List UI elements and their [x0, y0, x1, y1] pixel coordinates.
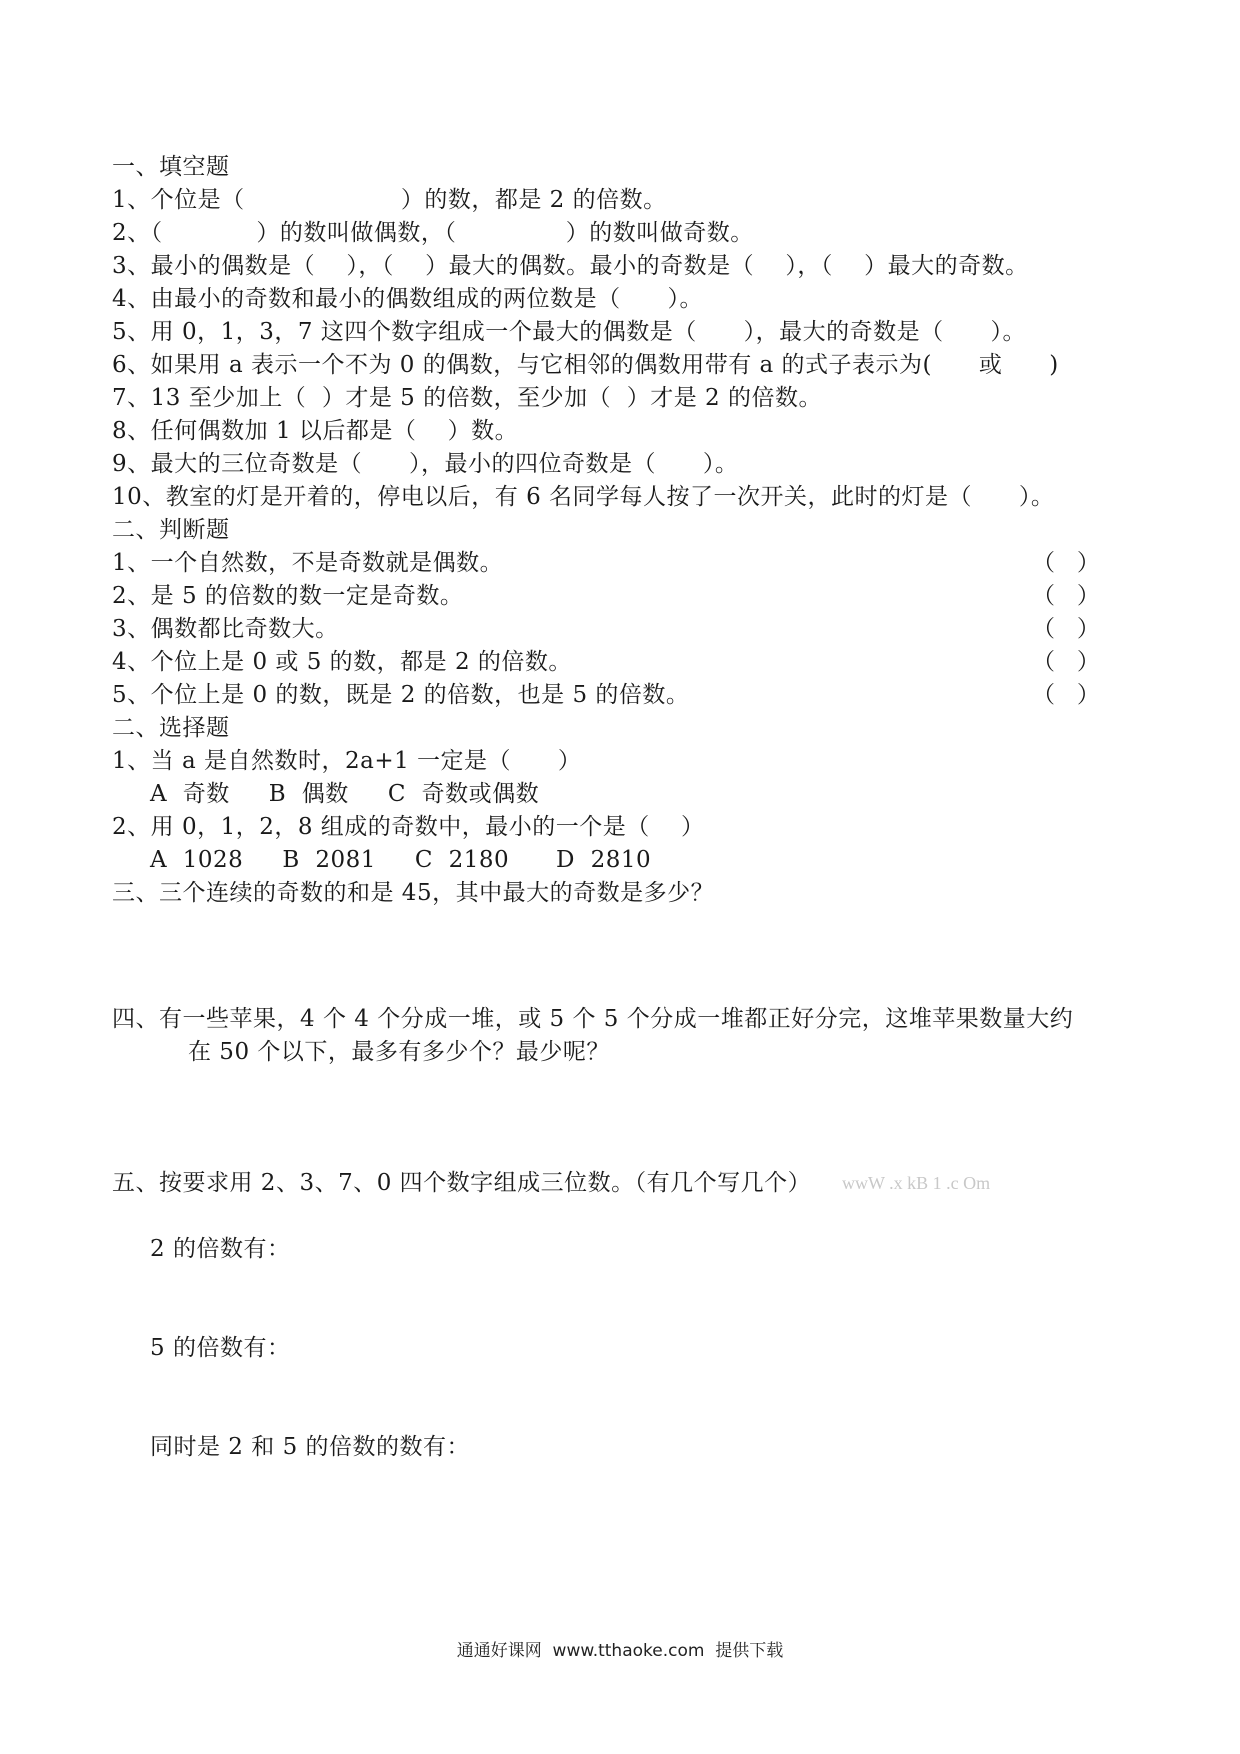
true-false-item-2: 2、是 5 的倍数的数一定是奇数。	[112, 583, 464, 609]
true-false-item-4: 4、个位上是 0 或 5 的数，都是 2 的倍数。	[112, 649, 572, 675]
true-false-answer-5: （ ）	[1032, 682, 1100, 708]
fill-blank-question-9: 9、最大的三位奇数是（ ），最小的四位奇数是（ ）。	[112, 451, 739, 477]
choice-question-1: 1、当 a 是自然数时，2a+1 一定是（ ）	[112, 748, 582, 774]
choice-question-2-options: A 1028 B 2081 C 2180 D 2810	[150, 847, 652, 873]
word-problem-apples-line-1: 四、有一些苹果，4 个 4 个分成一堆，或 5 个 5 个分成一堆都正好分完，这堆苹果数量大约	[112, 1006, 1074, 1032]
true-false-answer-3: （ ）	[1032, 616, 1100, 642]
section-heading-true-false: 二、判断题	[112, 517, 230, 543]
section-heading-fill-blank: 一、填空题	[112, 154, 230, 180]
true-false-answer-4: （ ）	[1032, 649, 1100, 675]
true-false-item-1: 1、一个自然数，不是奇数就是偶数。	[112, 550, 504, 576]
answer-label-multiples-of-2: 2 的倍数有：	[150, 1236, 291, 1262]
page-footer: 通通好课网 www.tthaoke.com 提供下载	[456, 1641, 784, 1661]
true-false-answer-1: （ ）	[1032, 550, 1100, 576]
fill-blank-question-7: 7、13 至少加上（ ）才是 5 的倍数，至少加（ ）才是 2 的倍数。	[112, 385, 822, 411]
true-false-answer-2: （ ）	[1032, 583, 1100, 609]
word-problem-apples-line-2: 在 50 个以下，最多有多少个？最少呢？	[188, 1039, 610, 1065]
fill-blank-question-6: 6、如果用 a 表示一个不为 0 的偶数，与它相邻的偶数用带有 a 的式子表示为( 或 )	[112, 352, 1059, 378]
answer-label-multiples-of-both: 同时是 2 和 5 的倍数的数有：	[150, 1434, 471, 1460]
section-heading-multiple-choice: 二、选择题	[112, 715, 230, 741]
section-heading-three-digit: 五、按要求用 2、3、7、0 四个数字组成三位数。（有几个写几个）	[112, 1170, 812, 1196]
word-problem-odd-sum: 三、三个连续的奇数的和是 45，其中最大的奇数是多少？	[112, 880, 715, 906]
true-false-item-5: 5、个位上是 0 的数，既是 2 的倍数，也是 5 的倍数。	[112, 682, 690, 708]
fill-blank-question-3: 3、最小的偶数是（ ），（ ）最大的偶数。最小的奇数是（ ），（ ）最大的奇数。	[112, 253, 1029, 279]
fill-blank-question-2: 2、（ ）的数叫做偶数，（ ）的数叫做奇数。	[112, 220, 754, 246]
answer-label-multiples-of-5: 5 的倍数有：	[150, 1335, 291, 1361]
choice-question-1-options: A 奇数 B 偶数 C 奇数或偶数	[150, 781, 540, 807]
choice-question-2: 2、用 0，1，2，8 组成的奇数中，最小的一个是（ ）	[112, 814, 705, 840]
fill-blank-question-4: 4、由最小的奇数和最小的偶数组成的两位数是（ ）。	[112, 286, 703, 312]
fill-blank-question-1: 1、个位是（ ）的数，都是 2 的倍数。	[112, 187, 667, 213]
watermark-text: wwW .x kB 1 .c Om	[842, 1173, 991, 1193]
fill-blank-question-8: 8、任何偶数加 1 以后都是（ ）数。	[112, 418, 519, 444]
true-false-item-3: 3、偶数都比奇数大。	[112, 616, 339, 642]
fill-blank-question-10: 10、教室的灯是开着的，停电以后，有 6 名同学每人按了一次开关，此时的灯是（ ）。	[112, 484, 1055, 510]
fill-blank-question-5: 5、用 0，1，3，7 这四个数字组成一个最大的偶数是（ ），最大的奇数是（ ）。	[112, 319, 1027, 345]
